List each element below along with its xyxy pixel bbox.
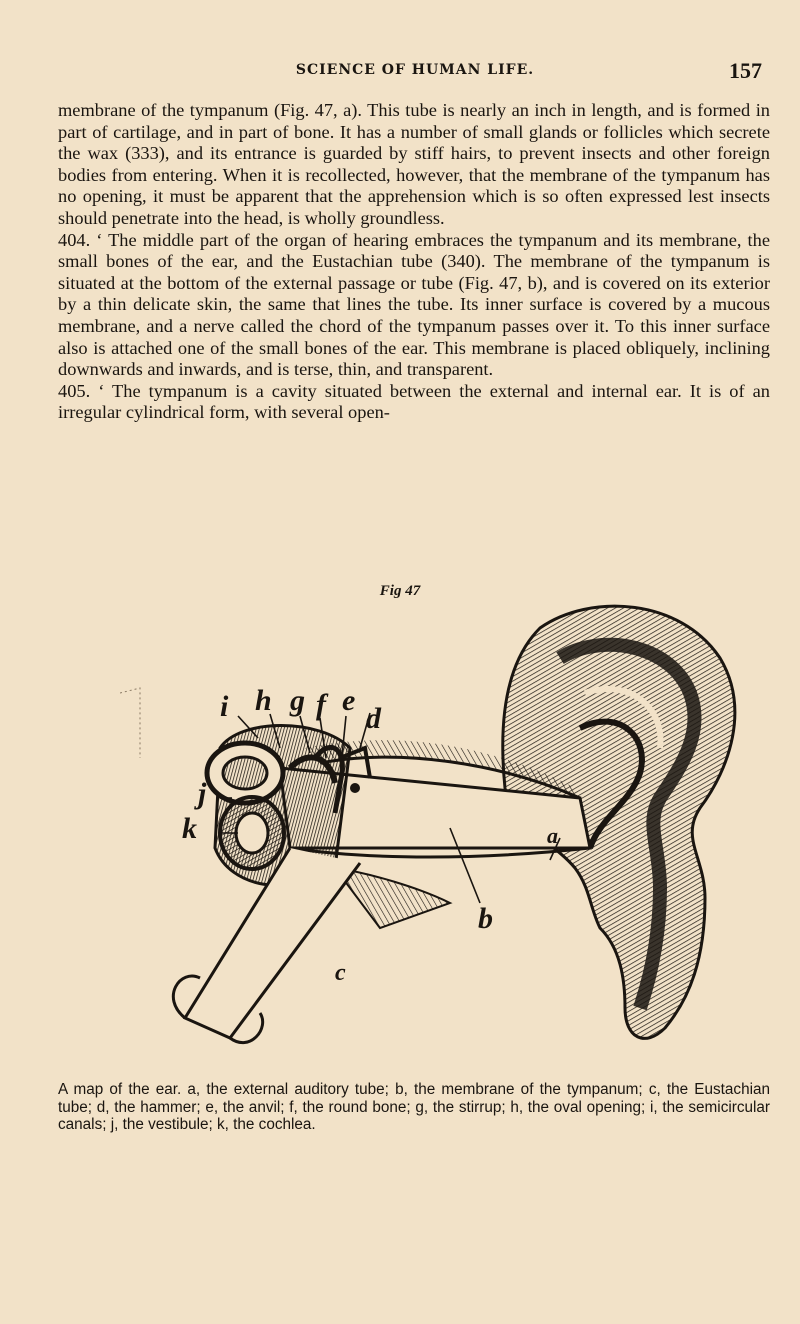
figure-label: Fig 47 <box>379 583 421 599</box>
paragraph-404: 404. ‘ The middle part of the organ of hearing embraces the tympanum and its membrane, the small bones of the ear, and the Eustachian tube (340). The membrane of the tympanum is situated at the bottom of the external passage or tube (Fig. 47, b), and is covered on its exterior by a thin delicate skin, the same that lines the tube. Its inner surface is covered by a mucous membrane, and a nerve called the chord of the tympanum passes over it. To this inner surface also is attached one of the small bones of the ear. This membrane is placed obliquely, inclining downwards and inwards, and is terse, thin, and transparent. <box>58 229 770 380</box>
label-c: c <box>335 960 346 986</box>
label-f: f <box>316 688 326 721</box>
label-j: j <box>198 777 207 810</box>
ear-illustration <box>120 598 780 1058</box>
paragraph-continued: membrane of the tympanum (Fig. 47, a). This tube is nearly an inch in length, and is formed in part of cartilage, and in part of bone. It has a number of small glands or follicles which secrete the wax (333), and its entrance is guarded by stiff hairs, to prevent insects and other foreign bodies from entering. When it is recollected, however, that the membrane of the tympanum has no opening, it must be apparent that the apprehension which is so often expressed lest insects should penetrate into the head, is wholly groundless. <box>58 100 770 228</box>
label-b: b <box>478 902 493 935</box>
running-head <box>60 58 770 86</box>
body-text <box>58 100 770 424</box>
label-e: e <box>342 684 356 717</box>
label-d: d <box>366 702 381 735</box>
figure-caption: A map of the ear. a, the external auditory tube; b, the membrane of the tympanum; c, the Eustachian tube; d, the hammer; e, the anvil; f, the round bone; g, the stirrup; h, the oval opening; i, the semicircular canals; j, the vestibule; k, the cochlea. <box>58 1081 770 1134</box>
label-g: g <box>290 684 305 717</box>
page-number: 157 <box>729 58 762 83</box>
paragraph-405: 405. ‘ The tympanum is a cavity situated between the external and internal ear. It is of an irregular cylindrical form, with several open- <box>58 380 770 423</box>
label-h: h <box>255 684 272 717</box>
label-k: k <box>182 812 197 845</box>
running-title: SCIENCE OF HUMAN LIFE. <box>295 62 535 78</box>
label-i: i <box>220 690 229 723</box>
label-a: a <box>547 823 558 848</box>
